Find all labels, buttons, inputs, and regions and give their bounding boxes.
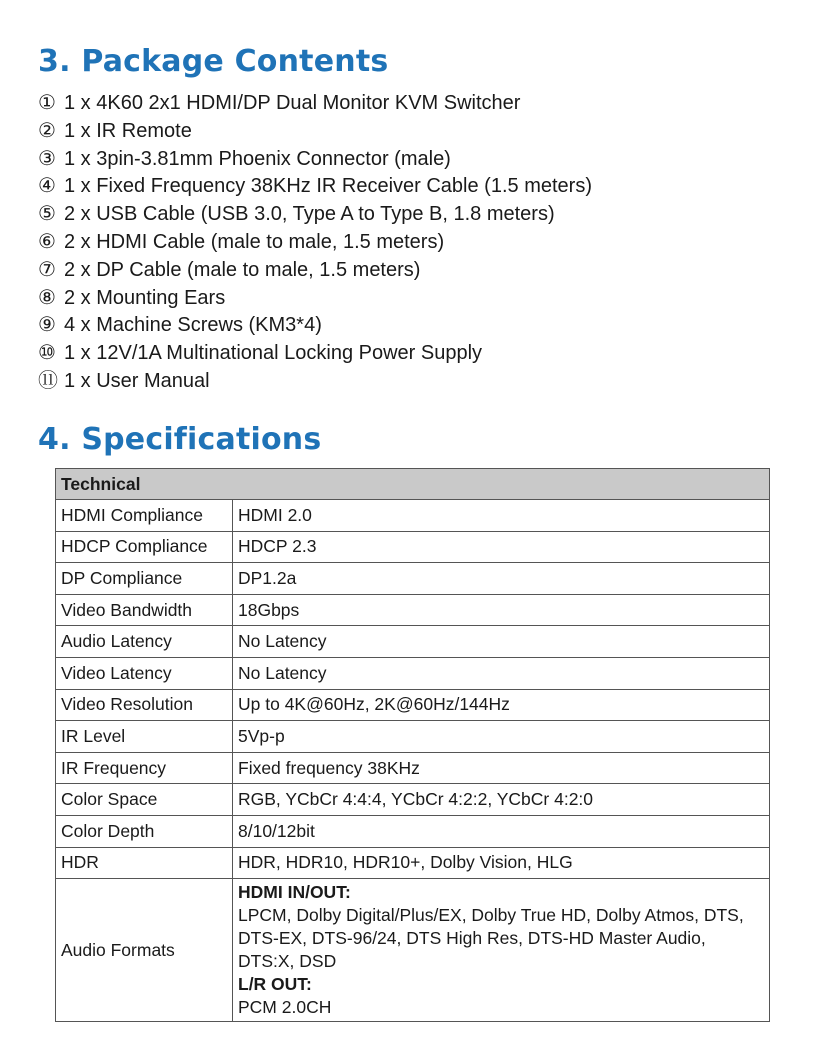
item-text: 4 x Machine Screws (KM3*4) — [64, 314, 322, 337]
spec-value: 5Vp-p — [233, 721, 770, 753]
item-number: ④ — [38, 175, 56, 198]
list-item — [38, 201, 592, 229]
item-number: ⑧ — [38, 286, 56, 309]
table-row — [56, 626, 770, 658]
spec-value: HDCP 2.3 — [233, 531, 770, 563]
spec-value: No Latency — [233, 626, 770, 658]
spec-label: HDMI Compliance — [56, 500, 233, 532]
spec-label: Video Latency — [56, 657, 233, 689]
spec-label: IR Frequency — [56, 752, 233, 784]
table-row-audio-formats — [56, 879, 770, 1022]
item-number: ⑥ — [38, 230, 56, 253]
spec-value: DP1.2a — [233, 563, 770, 595]
item-text: 1 x 3pin-3.81mm Phoenix Connector (male) — [64, 147, 451, 170]
spec-value: HDR, HDR10, HDR10+, Dolby Vision, HLG — [233, 847, 770, 879]
table-row — [56, 500, 770, 532]
list-item — [38, 146, 592, 174]
table-row — [56, 657, 770, 689]
list-item — [38, 229, 592, 257]
spec-value: HDMI 2.0 — [233, 500, 770, 532]
item-text: 2 x HDMI Cable (male to male, 1.5 meters) — [64, 230, 445, 253]
package-contents-heading: 3. Package Contents — [38, 44, 389, 79]
table-row — [56, 815, 770, 847]
list-item — [38, 340, 592, 368]
item-number: ⑤ — [38, 203, 56, 226]
spec-label: Audio Formats — [56, 879, 233, 1022]
list-item — [38, 285, 592, 313]
item-text: 2 x Mounting Ears — [64, 286, 226, 309]
item-text: 1 x 4K60 2x1 HDMI/DP Dual Monitor KVM Switcher — [64, 92, 521, 114]
list-item — [38, 368, 592, 396]
hdmi-in-out-formats: LPCM, Dolby Digital/Plus/EX, Dolby True HD, Dolby Atmos, DTS, DTS-EX, DTS-96/24, DTS High Res, DTS-HD Master Audio, DTS:X, DSD — [238, 905, 744, 972]
spec-value: Up to 4K@60Hz, 2K@60Hz/144Hz — [233, 689, 770, 721]
list-item — [38, 118, 592, 146]
item-text: 1 x 12V/1A Multinational Locking Power Supply — [64, 342, 483, 365]
spec-value: RGB, YCbCr 4:4:4, YCbCr 4:2:2, YCbCr 4:2:0 — [233, 784, 770, 816]
spec-label: IR Level — [56, 721, 233, 753]
spec-label: DP Compliance — [56, 563, 233, 595]
section-header-technical: Technical — [56, 469, 770, 500]
spec-value: 8/10/12bit — [233, 815, 770, 847]
lr-out-formats: PCM 2.0CH — [238, 997, 332, 1018]
spec-value: 18Gbps — [233, 594, 770, 626]
spec-label: Color Space — [56, 784, 233, 816]
item-text: 1 x User Manual — [64, 369, 210, 392]
list-item — [38, 90, 592, 118]
table-row — [56, 847, 770, 879]
spec-label: Video Bandwidth — [56, 594, 233, 626]
spec-value-audio-formats — [233, 879, 770, 1022]
item-text: 1 x Fixed Frequency 38KHz IR Receiver Cable (1.5 meters) — [64, 175, 592, 198]
spec-label: Audio Latency — [56, 626, 233, 658]
item-number: ③ — [38, 147, 56, 170]
table-row — [56, 689, 770, 721]
table-section-header-row — [56, 469, 770, 500]
item-text: 2 x USB Cable (USB 3.0, Type A to Type B, 1.8 meters) — [64, 203, 555, 226]
item-number: ② — [38, 119, 56, 142]
item-text: 1 x IR Remote — [64, 119, 192, 142]
spec-value: Fixed frequency 38KHz — [233, 752, 770, 784]
hdmi-in-out-label: HDMI IN/OUT: — [238, 882, 351, 903]
table-row — [56, 531, 770, 563]
spec-label: Color Depth — [56, 815, 233, 847]
list-item — [38, 173, 592, 201]
item-number: ⑪ — [38, 369, 58, 392]
table-row — [56, 784, 770, 816]
item-number: ⑦ — [38, 258, 56, 281]
table-row — [56, 752, 770, 784]
spec-label: Video Resolution — [56, 689, 233, 721]
package-contents-list — [38, 90, 592, 396]
spec-label: HDR — [56, 847, 233, 879]
spec-label: HDCP Compliance — [56, 531, 233, 563]
list-item — [38, 257, 592, 285]
item-number: ① — [38, 92, 56, 114]
specifications-table — [55, 468, 770, 1022]
specifications-heading: 4. Specifications — [38, 422, 322, 457]
list-item — [38, 312, 592, 340]
spec-value: No Latency — [233, 657, 770, 689]
item-number: ⑩ — [38, 342, 56, 365]
lr-out-label: L/R OUT: — [238, 974, 312, 995]
table-row — [56, 563, 770, 595]
table-row — [56, 721, 770, 753]
item-number: ⑨ — [38, 314, 56, 337]
table-row — [56, 594, 770, 626]
item-text: 2 x DP Cable (male to male, 1.5 meters) — [64, 258, 421, 281]
